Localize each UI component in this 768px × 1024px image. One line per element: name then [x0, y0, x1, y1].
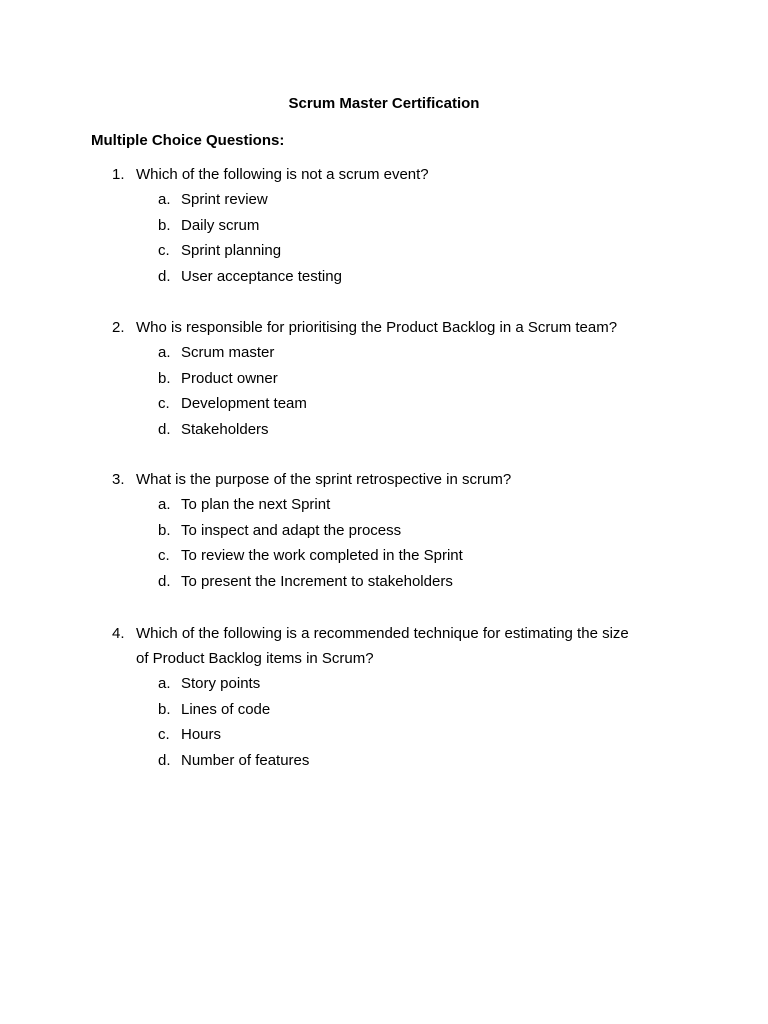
option-letter: c.: [158, 547, 170, 564]
option-letter: b.: [158, 216, 171, 234]
question-text: of Product Backlog items in Scrum?: [136, 650, 374, 667]
option-letter: a.: [158, 191, 171, 208]
question-line: [0, 621, 768, 646]
question-4: [0, 621, 768, 773]
option-item: [0, 569, 768, 595]
question-text: What is the purpose of the sprint retrospective in scrum?: [136, 471, 512, 488]
option-text: Daily scrum: [181, 216, 260, 234]
option-item: [0, 697, 768, 723]
option-text: Sprint review: [181, 191, 268, 208]
question-line: [0, 467, 768, 492]
option-item: [0, 722, 768, 748]
question-1: [0, 162, 768, 289]
question-2: [0, 315, 768, 442]
option-text: Product owner: [181, 369, 278, 387]
option-letter: c.: [158, 242, 170, 259]
question-3: [0, 467, 768, 594]
question-number: 4.: [112, 625, 125, 642]
question-number: 3.: [112, 471, 125, 488]
option-letter: b.: [158, 521, 171, 539]
option-letter: a.: [158, 496, 171, 513]
option-item: [0, 417, 768, 443]
option-letter: c.: [158, 395, 170, 412]
option-text: User acceptance testing: [181, 267, 342, 285]
option-letter: d.: [158, 267, 171, 285]
option-letter: b.: [158, 369, 171, 387]
option-text: Story points: [181, 675, 261, 692]
option-letter: c.: [158, 726, 170, 743]
option-text: To inspect and adapt the process: [181, 521, 402, 539]
question-line: [0, 646, 768, 671]
question-number: 2.: [112, 319, 125, 336]
option-item: [0, 391, 768, 417]
option-letter: d.: [158, 420, 171, 438]
question-line: [0, 315, 768, 340]
option-letter: a.: [158, 344, 171, 361]
option-item: [0, 366, 768, 392]
option-text: To plan the next Sprint: [181, 496, 331, 513]
option-text: Hours: [181, 726, 222, 743]
option-text: To present the Increment to stakeholders: [181, 572, 453, 590]
question-text: Who is responsible for prioritising the Product Backlog in a Scrum team?: [136, 319, 618, 336]
option-letter: d.: [158, 751, 171, 769]
option-text: Number of features: [181, 751, 310, 769]
option-item: [0, 748, 768, 774]
option-letter: d.: [158, 572, 171, 590]
section-heading: Multiple Choice Questions:: [91, 132, 285, 149]
option-item: [0, 340, 768, 366]
option-item: [0, 671, 768, 697]
question-number: 1.: [112, 166, 125, 183]
option-letter: b.: [158, 700, 171, 718]
option-item: [0, 543, 768, 569]
question-text: Which of the following is not a scrum event?: [136, 166, 429, 183]
option-item: [0, 518, 768, 544]
question-text: Which of the following is a recommended technique for estimating the size: [136, 625, 629, 642]
option-item: [0, 238, 768, 264]
option-letter: a.: [158, 675, 171, 692]
option-text: Development team: [181, 395, 307, 412]
option-text: Sprint planning: [181, 242, 282, 259]
option-item: [0, 213, 768, 239]
option-text: To review the work completed in the Sprint: [181, 547, 463, 564]
page-title: Scrum Master Certification: [288, 95, 480, 112]
option-item: [0, 264, 768, 290]
option-item: [0, 187, 768, 213]
option-text: Scrum master: [181, 344, 275, 361]
question-line: [0, 162, 768, 187]
option-text: Stakeholders: [181, 420, 269, 438]
option-item: [0, 492, 768, 518]
option-text: Lines of code: [181, 700, 271, 718]
